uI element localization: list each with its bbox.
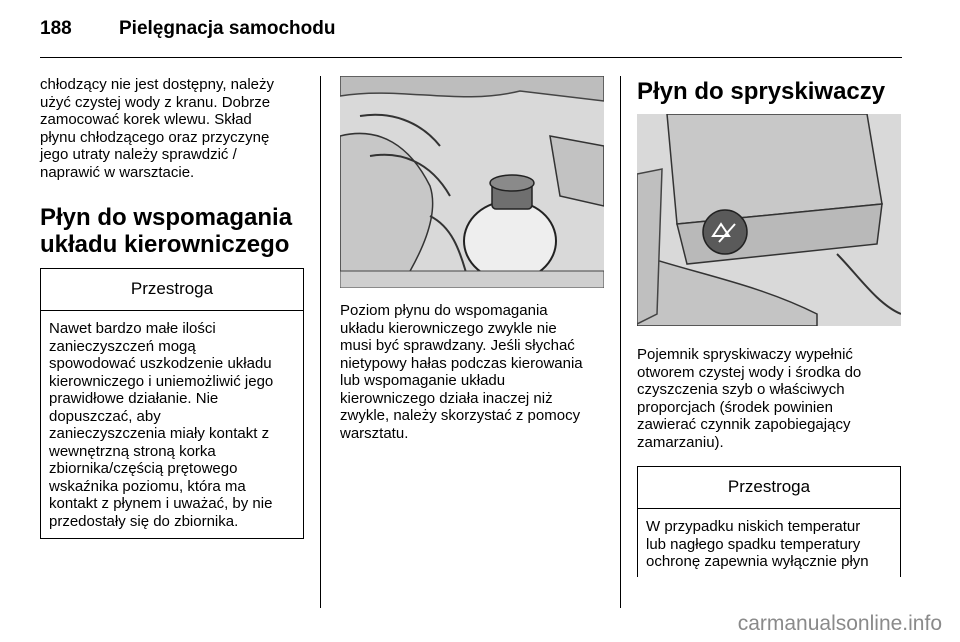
- power-steering-body-text: Poziom płynu do wspomagania układu kierowniczego zwykle nie musi być sprawdzany. Jeśli słychać nietypowy hałas podczas kierowania lub wspomaganie układu kierowniczego działa inaczej niż zwykle, należy skorzystać z pomocy warsztatu.: [340, 302, 583, 442]
- coolant-continuation-text: chłodzący nie jest dostępny, należy użyć czystej wody z kranu. Dobrze zamocować korek wlewu. Skład płynu chłodzącego oraz przyczynę jego utraty należy sprawdzić / naprawić w warsztacie.: [40, 76, 275, 181]
- caution-body: W przypadku niskich temperatur lub nagłego spadku temperatury ochronę zapewnia wyłącznie płyn: [646, 518, 869, 570]
- watermark-text: carmanualsonline.info: [737, 612, 942, 635]
- column-middle: [340, 76, 604, 442]
- caution-box-steering: [40, 268, 304, 539]
- caution-title: Przestroga: [638, 467, 900, 509]
- caution-body: Nawet bardzo małe ilości zanieczyszczeń mogą spowodować uszkodzenie układu kierowniczego i uniemożliwić jego prawidłowe działanie. Nie dopuszczać, aby zanieczyszczenia miały kontakt z wewnętrzną stroną korka zbiornika/częścią prętowego wskaźnika poziomu, która ma kontakt z płynem i uważać, by nie przedostały się do zbiornika.: [49, 320, 274, 530]
- column-divider: [320, 76, 321, 608]
- section-title: Pielęgnacja samochodu: [119, 18, 336, 39]
- caution-box-washer: [637, 466, 901, 577]
- column-divider: [620, 76, 621, 608]
- header-rule: [40, 57, 902, 58]
- column-right: [637, 76, 901, 577]
- washer-reservoir-image: [637, 114, 901, 326]
- washer-fluid-body-text: Pojemnik spryskiwaczy wypełnić otworem czystej wody i środka do czyszczenia szyb o właściwych proporcjach (środek powinien zawierać czynnik zapobiegający zamarzaniu).: [637, 346, 862, 451]
- power-steering-heading: Płyn do wspomagania układu kierowniczego: [40, 204, 293, 258]
- washer-fluid-heading: Płyn do spryskiwaczy: [637, 78, 886, 105]
- column-left: [40, 76, 304, 539]
- power-steering-reservoir-image: [340, 76, 604, 288]
- page-number: 188: [40, 18, 72, 39]
- caution-title: Przestroga: [41, 269, 303, 311]
